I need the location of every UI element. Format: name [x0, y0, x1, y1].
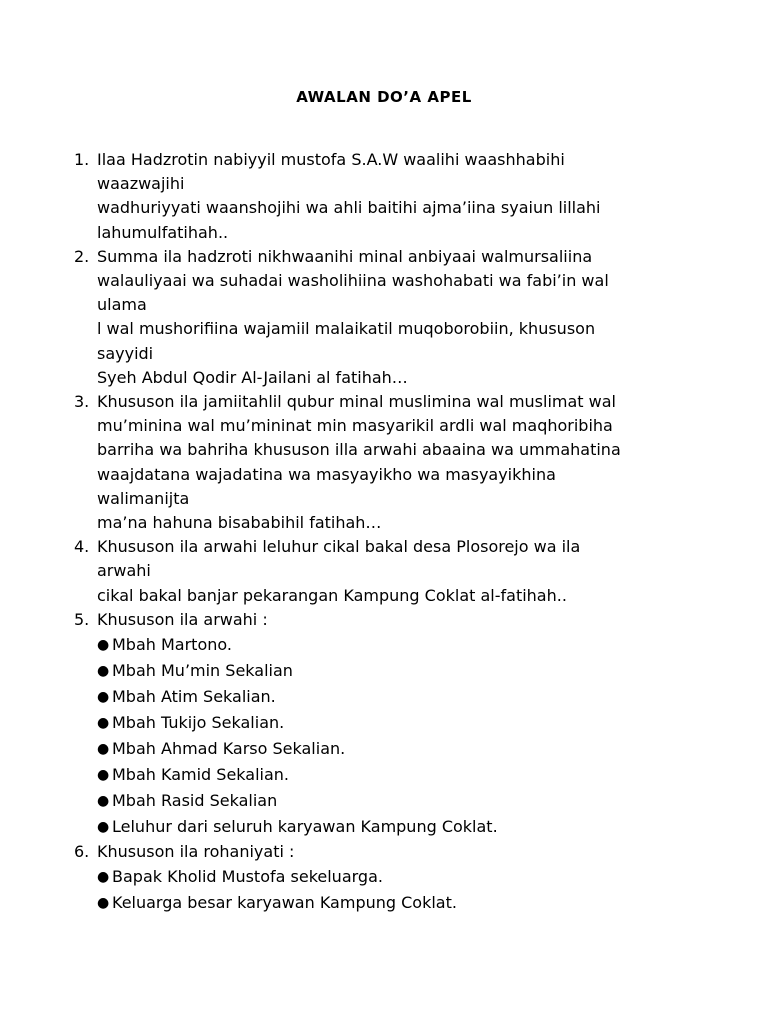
- bullet-icon: ●: [97, 663, 110, 680]
- bullet-item: [0, 658, 768, 684]
- item-text-line: walimanijta: [97, 488, 190, 508]
- item-text-line: cikal bakal banjar pekarangan Kampung Coklat al-fatihah..: [97, 585, 567, 605]
- item-text-line: wadhuriyyati waanshojihi wa ahli baitihi ajma’iina syaiun lillahi: [97, 198, 601, 218]
- bullet-text: Bapak Kholid Mustofa sekeluarga.: [112, 867, 383, 887]
- item-text-line: ulama: [97, 295, 147, 315]
- item-text-line: Syeh Abdul Qodir Al-Jailani al fatihah…: [97, 367, 408, 387]
- prayer-item-3: [0, 390, 768, 535]
- bullet-item: [0, 736, 768, 762]
- prayer-item-2: [0, 245, 768, 390]
- item-text-line: Khususon ila jamiitahlil qubur minal muslimina wal muslimat wal: [97, 392, 616, 412]
- prayer-list: [0, 148, 768, 916]
- item-text-line: Khususon ila rohaniyati :: [97, 842, 295, 862]
- bullet-text: Mbah Ahmad Karso Sekalian.: [112, 739, 346, 759]
- item-text-line: Summa ila hadzroti nikhwaanihi minal anbiyaai walmursaliina: [97, 246, 593, 266]
- item-number: 2.: [74, 246, 90, 266]
- bullet-item: [0, 890, 768, 916]
- item-text-line: sayyidi: [97, 343, 154, 363]
- bullet-item: [0, 710, 768, 736]
- bullet-item: [0, 814, 768, 840]
- item-text-line: Khususon ila arwahi :: [97, 609, 268, 629]
- prayer-item-6: [0, 840, 768, 916]
- bullet-text: Keluarga besar karyawan Kampung Coklat.: [112, 893, 457, 913]
- item-text-line: lahumulfatihah..: [97, 222, 229, 242]
- item-text-line: arwahi: [97, 561, 151, 581]
- bullet-item: [0, 684, 768, 710]
- document-title: AWALAN DO’A APEL: [296, 88, 472, 106]
- item-number: 6.: [74, 842, 90, 862]
- bullet-text: Mbah Atim Sekalian.: [112, 687, 276, 707]
- bullet-item: [0, 762, 768, 788]
- bullet-text: Mbah Martono.: [112, 635, 232, 655]
- prayer-item-5: [0, 608, 768, 840]
- bullet-item: [0, 864, 768, 890]
- bullet-text: Leluhur dari seluruh karyawan Kampung Coklat.: [112, 817, 498, 837]
- item-number: 3.: [74, 392, 90, 412]
- bullet-icon: ●: [97, 895, 110, 912]
- prayer-item-1: [0, 148, 768, 245]
- item-text-line: ma’na hahuna bisababihil fatihah…: [97, 513, 382, 533]
- item-text-line: l wal mushorifiina wajamiil malaikatil muqoborobiin, khususon: [97, 319, 596, 339]
- item-text-line: Khususon ila arwahi leluhur cikal bakal desa Plosorejo wa ila: [97, 537, 581, 557]
- prayer-item-4: [0, 535, 768, 608]
- bullet-text: Mbah Kamid Sekalian.: [112, 765, 289, 785]
- bullet-icon: ●: [97, 869, 110, 886]
- item-number: 4.: [74, 537, 90, 557]
- bullet-icon: ●: [97, 741, 110, 758]
- bullet-text: Mbah Mu’min Sekalian: [112, 661, 293, 681]
- item-number: 1.: [74, 150, 90, 169]
- item-text-line: mu’minina wal mu’mininat min masyarikil ardli wal maqhoribiha: [97, 416, 613, 436]
- item-text-line: walauliyaai wa suhadai washolihiina washohabati wa fabi’in wal: [97, 271, 609, 291]
- bullet-icon: ●: [97, 715, 110, 732]
- bullet-icon: ●: [97, 793, 110, 810]
- bullet-icon: ●: [97, 767, 110, 784]
- bullet-text: Mbah Rasid Sekalian: [112, 791, 278, 811]
- bullet-item: [0, 788, 768, 814]
- item-text-line: waazwajihi: [97, 174, 185, 194]
- bullet-text: Mbah Tukijo Sekalian.: [112, 713, 285, 733]
- item-text-line: waajdatana wajadatina wa masyayikho wa masyayikhina: [97, 464, 556, 484]
- bullet-icon: ●: [97, 819, 110, 836]
- bullet-icon: ●: [97, 637, 110, 654]
- bullet-icon: ●: [97, 689, 110, 706]
- item-number: 5.: [74, 609, 90, 629]
- item-text-line: Ilaa Hadzrotin nabiyyil mustofa S.A.W waalihi waashhabihi: [97, 150, 565, 169]
- bullet-item: [0, 632, 768, 658]
- item-text-line: barriha wa bahriha khususon illa arwahi abaaina wa ummahatina: [97, 440, 621, 460]
